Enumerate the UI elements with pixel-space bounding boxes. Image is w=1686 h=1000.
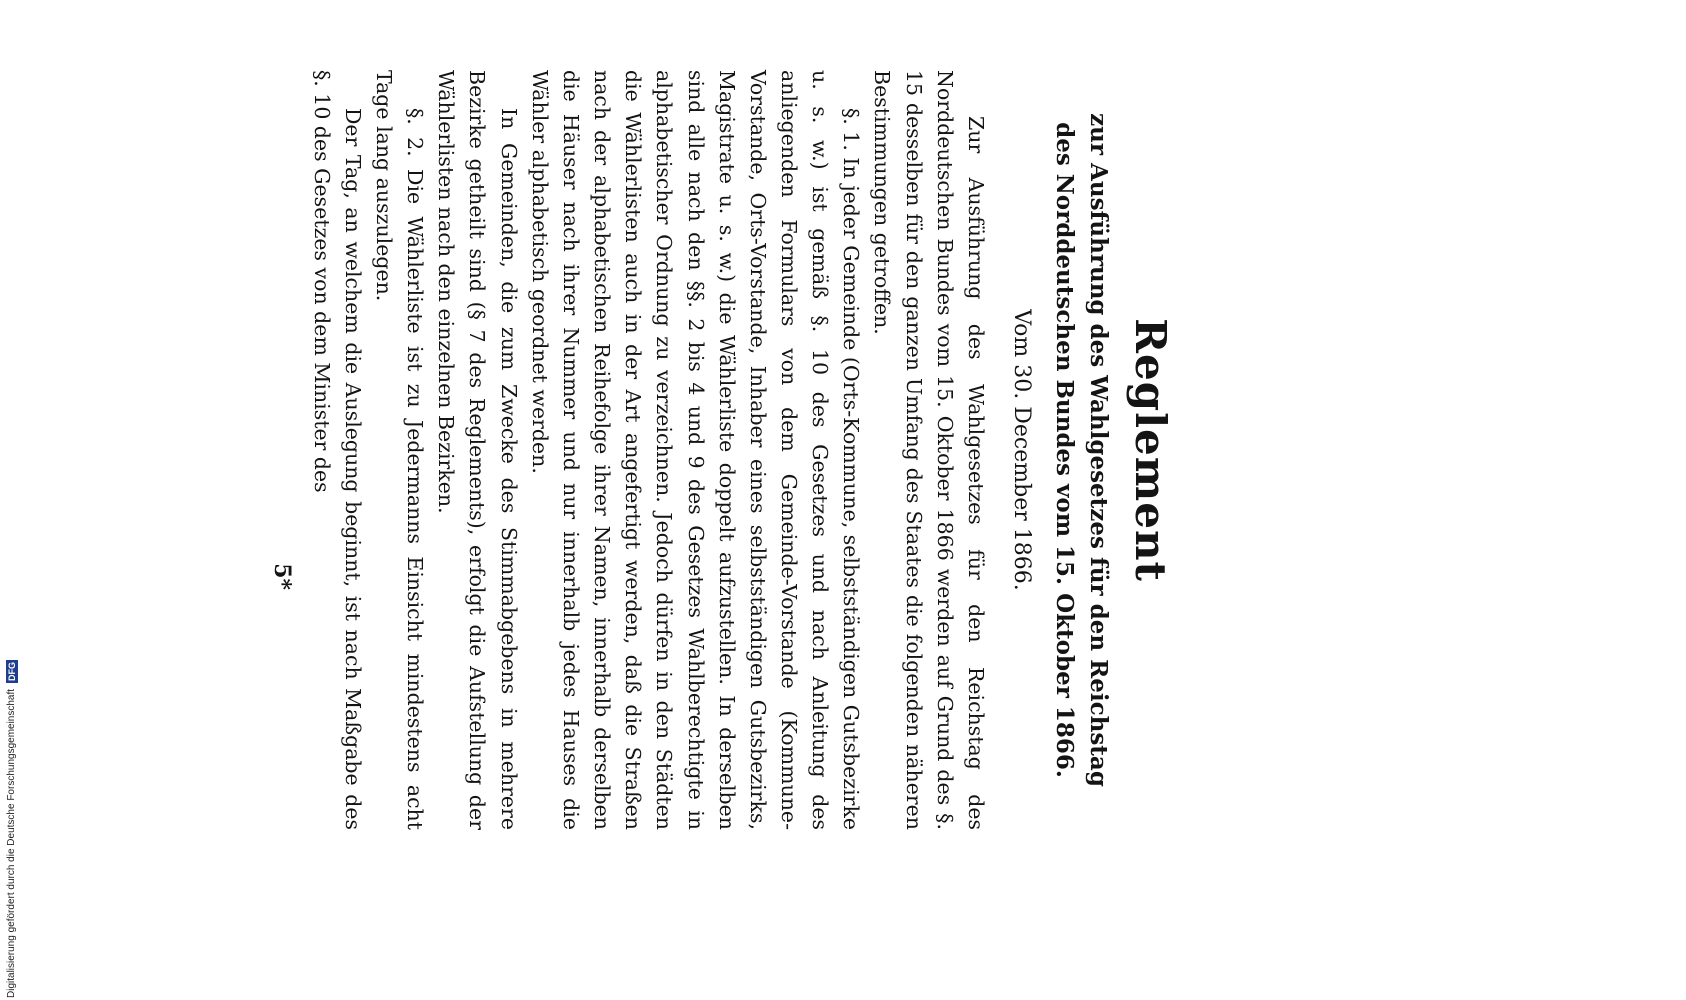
dfg-logo-icon: DFG [7,661,17,681]
subheading-line-2: des Norddeutschen Bundes vom 15. Oktober 1866. [1051,122,1079,778]
document-page [269,70,1175,830]
paragraph-section-2-date: Der Tag, an welchem die Auslegung beginnt, ist nach Maßgabe des §. 10 des Gesetzes von dem Minister des [309,70,365,830]
paragraph-section-1-districts: In Gemeinden, die zum Zwecke des Stimmabgebens in mehrere Bezirke getheilt sind (§ 7 des Reglements), erfolgt die Aufstellung der Wählerlisten nach den einzelnen Bezirken. [434,70,521,830]
paragraph-section-1: §. 1. In jeder Gemeinde (Orts-Kommune, selbstständigen Gutsbezirke u. s. w.) ist gemäß §. 10 des Gesetzes und nach Anleitung des anliegenden Formulars von dem Gemeinde-Vorstande (Kommune-Vorstande, Orts-Vorstande, Inhaber eines selbstständigen Gutsbezirks, Magistrate u. s. w.) die Wählerliste doppelt aufzustellen. In derselben sind alle nach den §§. 2 bis 4 und 9 des Gesetzes Wahlberechtigte in alphabetischer Ordnung zu verzeichnen. Jedoch dürfen in den Städten die Wählerlisten auch in der Art angefertigt werden, daß die Straßen nach der alphabetischen Reihefolge ihrer Namen, innerhalb derselben die Häuser nach ihrer Nummer und nur innerhalb jedes Hauses die Wähler alphabetisch geordnet werden. [527,70,864,830]
document-heading: Reglement [1126,318,1175,582]
credit-text: Digitalisierung gefördert durch die Deutsche Forschungsgemeinschaft [6,688,17,998]
paragraph-intro: Zur Ausführung des Wahlgesetzes für den Reichstag des Norddeutschen Bundes vom 15. Oktober 1866 werden auf Grund des §. 15 desselben für den ganzen Umfang des Staates die folgenden näheren Bestimmungen getroffen. [870,70,988,830]
page-number: 5* [269,563,296,590]
digitization-credit-strip [0,0,20,1000]
document-dateline: Vom 30. December 1866. [1008,309,1034,591]
paragraph-section-2: §. 2. Die Wählerliste ist zu Jedermanns Einsicht mindestens acht Tage lang auszulegen. [371,70,428,830]
digitization-credit [2,638,22,998]
subheading-line-1: zur Ausführung des Wahlgesetzes für den Reichstag [1084,113,1112,787]
